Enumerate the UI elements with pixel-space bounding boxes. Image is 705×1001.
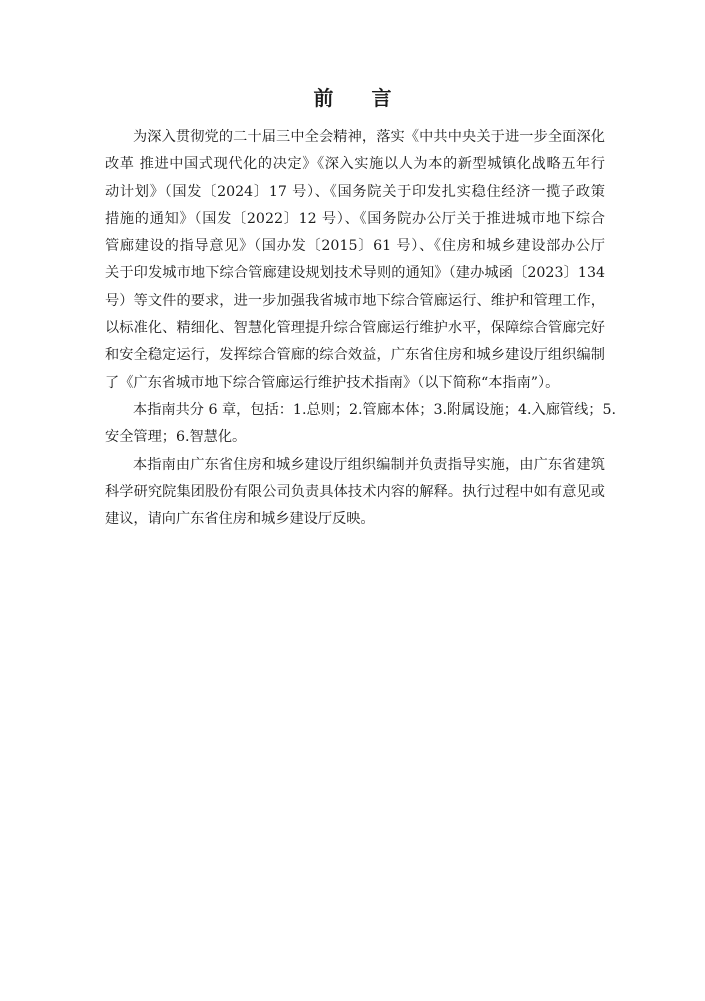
paragraph-line: 和安全稳定运行，发挥综合管廊的综合效益，广东省住房和城乡建设厅组织编制 — [105, 347, 605, 364]
paragraph-line: 本指南由广东省住房和城乡建设厅组织编制并负责指导实施，由广东省建筑 — [133, 456, 605, 473]
paragraph-line: 科学研究院集团股份有限公司负责具体技术内容的解释。执行过程中如有意见或 — [105, 483, 605, 500]
paragraph-line: 号）等文件的要求，进一步加强我省城市地下综合管廊运行、维护和管理工作， — [105, 292, 605, 309]
paragraph-line: 以标准化、精细化、智慧化管理提升综合管廊运行维护水平，保障综合管廊完好 — [105, 320, 605, 337]
paragraph-line: 建议，请向广东省住房和城乡建设厅反映。 — [105, 511, 375, 528]
paragraph-line: 了《广东省城市地下综合管廊运行维护技术指南》（以下简称“本指南”）。 — [105, 374, 560, 391]
paragraph-line: 安全管理；6.智慧化。 — [105, 429, 247, 446]
paragraph-line: 关于印发城市地下综合管廊建设规划技术导则的通知》（建办城函〔2023〕134 — [105, 265, 605, 282]
page-title — [0, 84, 705, 112]
paragraph-line: 动计划》（国发〔2024〕17 号）、《国务院关于印发扎实稳住经济一揽子政策 — [105, 183, 605, 200]
page-title-char-2: 言 — [371, 86, 392, 110]
paragraph-line: 管廊建设的指导意见》（国办发〔2015〕61 号）、《住房和城乡建设部办公厅 — [105, 238, 605, 255]
paragraph-line: 为深入贯彻党的二十届三中全会精神，落实《中共中央关于进一步全面深化 — [133, 129, 605, 145]
preface-body — [105, 124, 616, 533]
paragraph-1 — [105, 124, 605, 397]
paragraph-line: 本指南共分 6 章，包括：1.总则；2.管廊本体；3.附属设施；4.入廊管线；5. — [133, 401, 616, 418]
paragraph-line: 措施的通知》（国发〔2022〕12 号）、《国务院办公厅关于推进城市地下综合 — [105, 210, 605, 227]
paragraph-2 — [105, 397, 616, 452]
paragraph-line: 改革 推进中国式现代化的决定》《深入实施以人为本的新型城镇化战略五年行 — [105, 156, 605, 173]
paragraph-3 — [105, 452, 605, 534]
page-title-char-1: 前 — [313, 86, 334, 110]
